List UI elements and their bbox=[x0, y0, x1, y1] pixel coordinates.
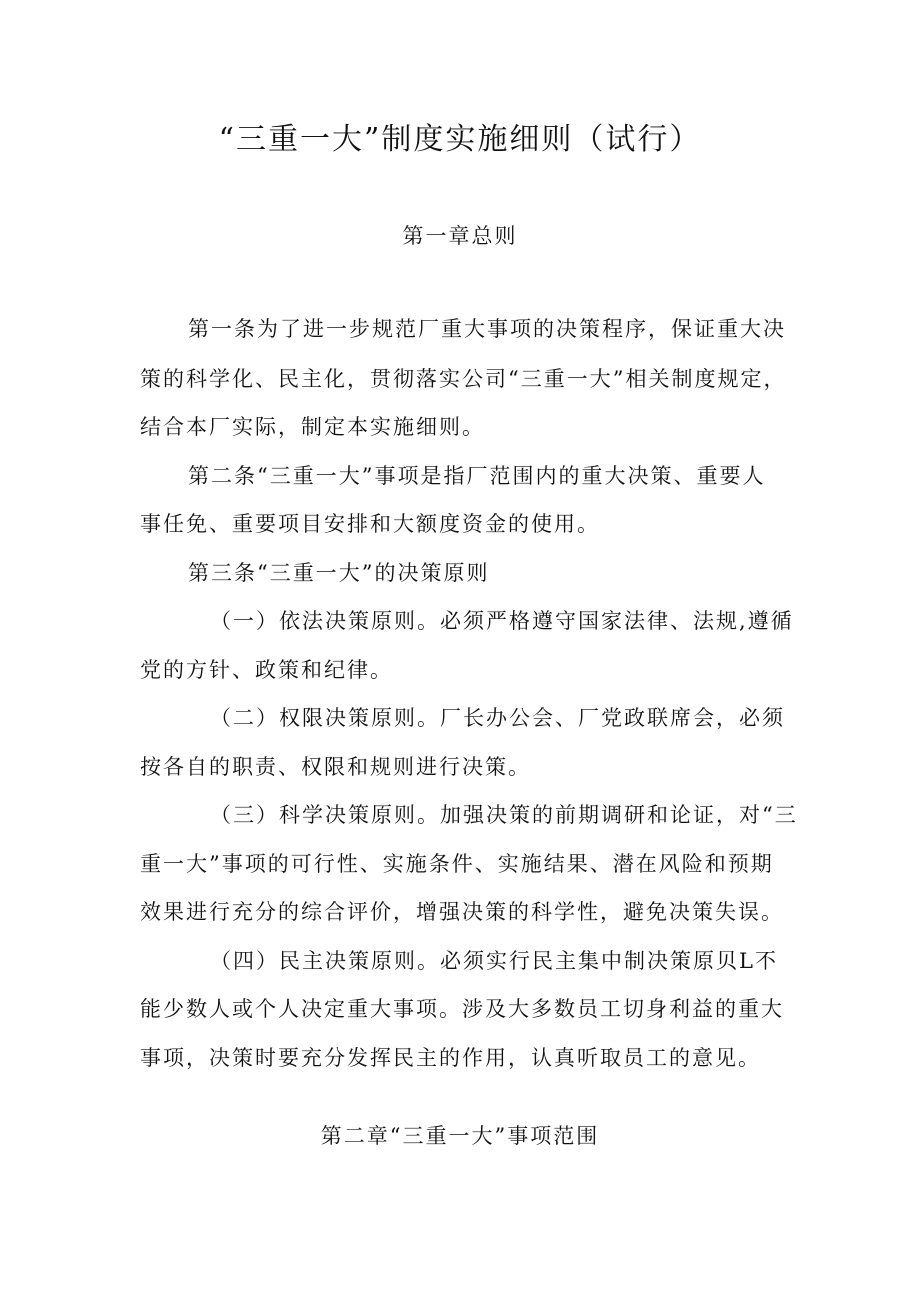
paragraph-line: 事任免、重要项目安排和大额度资金的使用。 bbox=[140, 512, 600, 536]
paragraph-line: 结合本厂实际，制定本实施细则。 bbox=[140, 415, 485, 439]
paragraph-line: 党的方针、政策和纪律。 bbox=[140, 658, 393, 682]
document-title: “三重一大”制度实施细则（试行） bbox=[218, 122, 702, 157]
paragraph-line: 效果进行充分的综合评价，增强决策的科学性，避免决策失误。 bbox=[140, 900, 784, 924]
paragraph-line: 策的科学化、民主化，贯彻落实公司“三重一大”相关制度规定， bbox=[140, 367, 787, 391]
paragraph-line: （一）依法决策原则。必须严格遵守国家法律、法规,遵循 bbox=[210, 609, 794, 633]
chapter-2-heading: 第二章“三重一大”事项范围 bbox=[320, 1124, 600, 1148]
paragraph-line: （二）权限决策原则。厂长办公会、厂党政联席会，必须 bbox=[210, 706, 785, 730]
paragraph-line: （三）科学决策原则。加强决策的前期调研和论证，对“三 bbox=[210, 803, 798, 827]
paragraph-line: 重一大”事项的可行性、实施条件、实施结果、潜在风险和预期 bbox=[140, 852, 774, 876]
article-3-heading: 第三条“三重一大”的决策原则 bbox=[188, 561, 490, 585]
paragraph-line: 第一条为了进一步规范厂重大事项的决策程序，保证重大决 bbox=[188, 317, 786, 341]
paragraph-line: 事项，决策时要充分发挥民主的作用，认真听取员工的意见。 bbox=[140, 1046, 761, 1070]
paragraph-line: （四）民主决策原则。必须实行民主集中制决策原贝L不 bbox=[210, 949, 778, 973]
paragraph-line: 能少数人或个人决定重大事项。涉及大多数员工切身利益的重大 bbox=[140, 997, 784, 1021]
paragraph-line: 按各自的职责、权限和规则进行决策。 bbox=[140, 755, 531, 779]
chapter-1-heading: 第一章总则 bbox=[402, 224, 518, 248]
paragraph-line: 第二条“三重一大”事项是指厂范围内的重大决策、重要人 bbox=[188, 464, 766, 488]
